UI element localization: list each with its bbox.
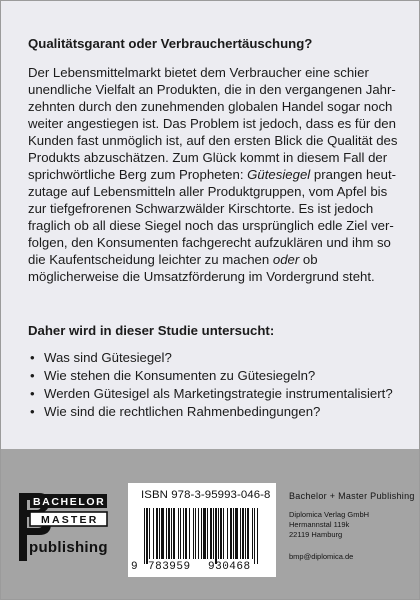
logo-line1: BACHELOR [33, 496, 106, 508]
question-text: Werden Gütesigel als Marketingstrategie instrumentalisiert? [44, 386, 393, 401]
paragraph-line [28, 166, 400, 183]
barcode-bar [240, 508, 241, 559]
barcode-bar [215, 508, 217, 564]
paragraph-text: prangen heut- [310, 167, 397, 182]
list-item [28, 403, 393, 421]
barcode-bar [161, 508, 164, 559]
barcode-bar [198, 508, 199, 559]
barcode-bar [242, 508, 244, 559]
paragraph-text: Der Lebensmittelmarkt bietet dem Verbraucher eine schier [28, 65, 369, 80]
logo-line2: MASTER [41, 514, 99, 526]
barcode-bar [223, 508, 224, 559]
bullet-icon: • [30, 404, 35, 419]
question-text: Wie stehen die Konsumenten zu Gütesiegeln? [44, 368, 316, 383]
barcode-bar [230, 508, 232, 559]
blurb-paragraph [28, 64, 400, 285]
paragraph-text: fraglich ob all diese Siegel noch das ursprünglich edle Ziel ver- [28, 218, 394, 233]
barcode-icon [142, 508, 262, 564]
barcode-bar [185, 508, 187, 559]
publisher-info [289, 491, 415, 561]
logo-line3: publishing [29, 539, 108, 556]
list-item [28, 367, 393, 385]
barcode-bar [168, 508, 170, 559]
barcode-bar [173, 508, 175, 559]
paragraph-line [28, 149, 400, 166]
paragraph-line [28, 183, 400, 200]
paragraph-line [28, 98, 400, 115]
ean-first-digit: 9 [131, 561, 139, 573]
paragraph-text: zehnten durch den zunehmenden globalen Handel sogar noch [28, 99, 393, 114]
publisher-name: Diplomica Verlag GmbH [289, 510, 370, 519]
publisher-brand: Bachelor + Master Publishing [289, 491, 415, 501]
ean-right-group: 930468 [208, 561, 251, 573]
publisher-email[interactable]: bmp@diplomica.de [289, 552, 354, 561]
barcode-bar [227, 508, 228, 559]
paragraph-text: unendliche Vielfalt an Produkten, die in den vergangenen Jahr- [28, 82, 396, 97]
bullet-icon: • [30, 368, 35, 383]
paragraph-line [28, 234, 400, 251]
publisher-city: 22119 Hamburg [289, 530, 343, 539]
paragraph-line [28, 64, 400, 81]
barcode-bar [233, 508, 234, 559]
paragraph-line [28, 217, 400, 234]
paragraph-text: sprichwörtliche Berg zum Propheten: [28, 167, 248, 182]
barcode-bar [193, 508, 194, 559]
barcode-bar [252, 508, 253, 559]
barcode-bar [156, 508, 158, 559]
barcode-bar [218, 508, 219, 559]
list-item [28, 385, 393, 403]
barcode-bar [146, 508, 148, 564]
ean-left-group: 783959 [148, 561, 191, 573]
study-heading: Daher wird in dieser Studie untersucht: [28, 323, 275, 338]
barcode-bar [201, 508, 202, 559]
paragraph-line [28, 268, 400, 285]
paragraph-line [28, 251, 400, 268]
barcode-bar [149, 508, 150, 559]
barcode-bar [213, 508, 214, 559]
bullet-icon: • [30, 350, 35, 365]
paragraph-text: Produkts abzuschätzen. Zum Glück kommt in diesem Fall der [28, 150, 388, 165]
paragraph-text: ob [299, 252, 318, 267]
paragraph-line [28, 132, 400, 149]
emphasis-text: Gütesiegel [247, 167, 311, 182]
paragraph-text: zur tiefgefrorenen Schwarzwälder Kirschtorte. Es ist jedoch [28, 201, 374, 216]
barcode-bar [171, 508, 172, 559]
question-text: Was sind Gütesiegel? [44, 350, 172, 365]
barcode-bar [144, 508, 145, 564]
barcode-bar [159, 508, 160, 559]
paragraph-text: zutage auf Lebensmitteln aller Produktgruppen, vom Apfel bis [28, 184, 388, 199]
barcode-bar [178, 508, 179, 559]
paragraph-line [28, 200, 400, 217]
imprint-area [1, 449, 420, 600]
barcode-bar [183, 508, 184, 559]
blurb-area [1, 1, 420, 449]
barcode-bar [257, 508, 258, 564]
isbn-number: ISBN 978-3-95993-046-8 [141, 489, 271, 501]
paragraph-text: möglicherweise die Umsatzförderung im Vordergrund steht. [28, 269, 375, 284]
barcode-bar [195, 508, 196, 559]
paragraph-text: die Kaufentscheidung leichter zu machen [28, 252, 273, 267]
bullet-icon: • [30, 386, 35, 401]
paragraph-line [28, 115, 400, 132]
paragraph-text: weiter angestiegen ist. Das Problem ist jedoch, dass es für den [28, 116, 396, 131]
question-list [28, 349, 393, 421]
barcode-bar [166, 508, 167, 559]
barcode-bar [254, 508, 255, 564]
barcode-bar [180, 508, 181, 559]
paragraph-line [28, 81, 400, 98]
question-text: Wie sind die rechtlichen Rahmenbedingungen? [44, 404, 321, 419]
barcode-bar [189, 508, 190, 559]
barcode-bar [153, 508, 154, 559]
emphasis-text: oder [272, 252, 300, 267]
paragraph-text: folgen, den Konsumenten fachgerecht aufzuklären und ihm so [28, 235, 391, 250]
barcode-bar [247, 508, 249, 559]
barcode-bar [220, 508, 222, 559]
barcode-bar [235, 508, 238, 559]
blurb-heading: Qualitätsgarant oder Verbrauchertäuschung? [28, 36, 313, 51]
isbn-barcode-label [128, 483, 276, 577]
paragraph-text: Kunden fast unmöglich ist, auf den ersten Blick die Qualität des [28, 133, 398, 148]
barcode-bar [207, 508, 208, 559]
publisher-logo [17, 491, 109, 563]
list-item [28, 349, 393, 367]
publisher-street: Hermannstal 119k [289, 520, 350, 529]
barcode-bar [210, 508, 212, 559]
barcode-bar [245, 508, 246, 559]
barcode-bar [203, 508, 206, 559]
